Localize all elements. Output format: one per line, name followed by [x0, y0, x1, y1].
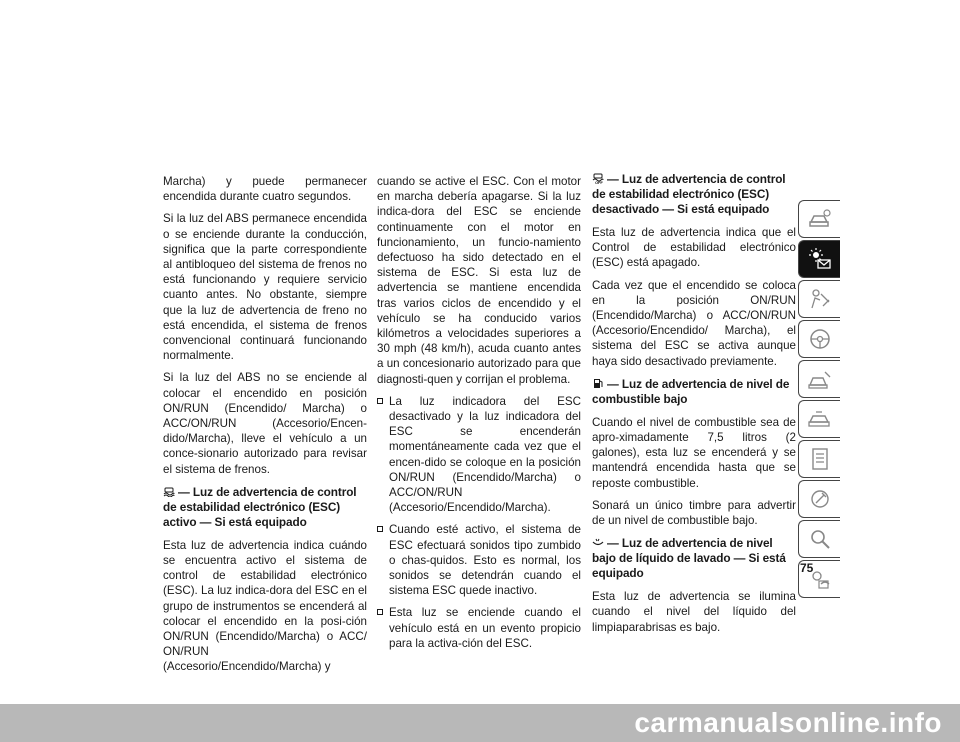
page-number: 75 — [800, 561, 814, 575]
bullet-list — [377, 394, 581, 651]
tab-steering-wheel[interactable] — [798, 320, 840, 358]
list-item: Cuando esté activo, el sistema de ESC efectuará sonidos tipo zumbido o chas-quidos. Esto es normal, los sonidos se detendrán cuando el sistema ESC quede inactivo. — [377, 522, 581, 598]
safety-icon — [807, 286, 833, 312]
car-info-icon — [807, 206, 833, 232]
esc-active-icon — [163, 486, 175, 497]
tab-car-warning[interactable] — [798, 400, 840, 438]
paragraph: Si la luz del ABS no se enciende al colocar el encendido en posición ON/RUN (Encendido/ Marcha) o ACC/ON/RUN (Accesorio/Encen-dido/Marcha), lleve el vehículo a un conce-sionario autorizado para revisar el sistema de frenos. — [163, 371, 367, 476]
tab-car-info[interactable] — [798, 200, 840, 238]
tab-driving[interactable] — [798, 360, 840, 398]
chapter-tabs — [798, 200, 842, 600]
bullet-square-icon — [377, 526, 383, 532]
driving-icon — [807, 366, 833, 392]
section-heading: OFF — Luz de advertencia de control de estabilidad electrónico (ESC) desactivado — Si está equipado — [592, 172, 786, 216]
paragraph: Marcha) y puede permanecer encendida durante cuatro segundos. — [163, 175, 367, 204]
tab-warning-lights[interactable] — [798, 240, 840, 278]
section-heading: — Luz de advertencia de control de estabilidad electrónico (ESC) activo — Si está equipado — [163, 484, 357, 529]
list-item: La luz indicadora del ESC desactivado y la luz indicadora del ESC se encenderán momentáneamente cada vez que el encen-dido se coloque en la posición ON/RUN (Encendido/Marcha) o ACC/ON/RUN (Accesorio/Encendido/Marcha). — [377, 394, 581, 516]
tab-service-tools[interactable] — [798, 480, 840, 518]
paragraph: cuando se active el ESC. Con el motor en marcha debería apagarse. Si la luz indica-dora del ESC se enciende continuamente con el motor en funcionamiento, un funcio-namiento defectuoso ha sido detectado en el sistema de ESC. Si esta luz de advertencia se mantiene encendida tras varios ciclos de encendido y el vehículo se ha conducido varios kilómetros a velocidades superiores a 30 mph (48 km/h), acuda cuanto antes a un concesionario autorizado para que diagnosti-quen y corrijan el problema. — [377, 175, 581, 386]
paragraph: Esta luz de advertencia se ilumina cuando el nivel del líquido del limpiaparabrisas es bajo. — [592, 590, 796, 634]
esc-off-icon — [592, 173, 604, 184]
tab-safety[interactable] — [798, 280, 840, 318]
service-tools-icon — [807, 486, 833, 512]
list-item: Esta luz se enciende cuando el vehículo está en un evento propicio para la activa-ción del ESC. — [377, 605, 581, 651]
text-column-1 — [163, 174, 367, 682]
paragraph: Esta luz de advertencia indica cuándo se encuentra activo el sistema de control de estabilidad electrónico (ESC). La luz indica-dora del ESC en el grupo de instrumentos se encenderá al colocar el encendido en la posi-ción ON/RUN (Encendido/Marcha) o ACC/ ON/RUN (Accesorio/Encendido/Marcha) y — [163, 538, 367, 674]
washer-fluid-icon — [592, 537, 604, 548]
search-icon — [807, 526, 833, 552]
warning-lights-icon — [807, 246, 833, 272]
section-heading: — Luz de advertencia de nivel bajo de líquido de lavado — Si está equipado — [592, 536, 786, 581]
bullet-square-icon — [377, 609, 383, 615]
paragraph: Cuando el nivel de combustible sea de apro-ximadamente 7,5 litros (2 galones), esta luz se encenderá y se mantendrá encendida hasta que se reposte combustible. — [592, 415, 796, 490]
fuel-pump-icon — [592, 378, 604, 389]
paragraph: Sonará un único timbre para advertir de un nivel de combustible bajo. — [592, 498, 796, 528]
steering-wheel-icon — [807, 326, 833, 352]
tab-checklist[interactable] — [798, 440, 840, 478]
tab-search[interactable] — [798, 520, 840, 558]
svg-text:OFF: OFF — [595, 180, 603, 184]
bullet-square-icon — [377, 398, 383, 404]
paragraph: Esta luz de advertencia indica que el Control de estabilidad electrónico (ESC) está apagado. — [592, 226, 796, 270]
text-column-2 — [377, 174, 581, 658]
car-warning-icon — [807, 406, 833, 432]
watermark: carmanualsonline.info — [0, 704, 960, 742]
paragraph: Cada vez que el encendido se coloca en la posición ON/RUN (Encendido/Marcha) o ACC/ON/RUN (Accesorio/Encendido/ Marcha), el sistema del ESC se activa aunque haya sido desactivado previamente. — [592, 278, 796, 368]
paragraph: Si la luz del ABS permanece encendida o se enciende durante la conducción, significa que la parte correspondiente al antibloqueo del sistema de frenos no está funcionando y requiere servicio cuanto antes. No obstante, siempre que la luz de advertencia de freno no está encendida, el sistema de frenos convencional continuará funcionando normalmente. — [163, 212, 367, 363]
checklist-icon — [807, 446, 833, 472]
section-heading: — Luz de advertencia de nivel de combustible bajo — [592, 376, 790, 406]
text-column-3 — [592, 172, 796, 642]
